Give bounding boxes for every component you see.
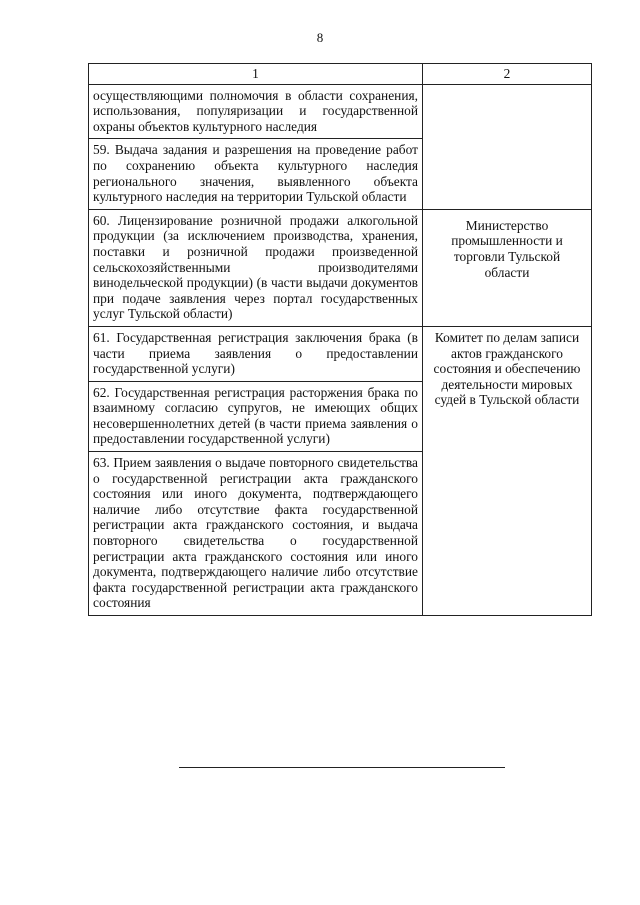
page-number: 8 — [316, 30, 324, 45]
service-cell: 62. Государственная регистрация расторжения брака по взаимному согласию супругов, не имеющих общих несовершеннолетних детей (в части приема заявления о предоставлении государственной услуги) — [89, 381, 423, 451]
service-cell: осуществляющими полномочия в области сохранения, использования, популяризации и государственной охраны объектов культурного наследия — [89, 84, 423, 139]
authority-cell-trade: Министерство промышленности и торговли Тульской области — [423, 209, 592, 326]
service-cell: 63. Прием заявления о выдаче повторного свидетельства о государственной регистрации акта гражданского состояния или иного документа, подтверждающего наличие либо отсутствие факта государственной регистрации акта гражданского состояния, и выдача повторного свидетельства о государственной регистрации акта гражданского состояния или иного документа, подтверждающего наличие либо отсутствие факта государственной регистрации акта гражданского состояния — [89, 452, 423, 616]
column-header-1: 1 — [89, 64, 423, 85]
authority-cell-civil-registry: Комитет по делам записи актов гражданского состояния и обеспечению деятельности мировых судей в Тульской области — [423, 326, 592, 615]
services-table — [88, 63, 592, 616]
authority-cell-culture — [423, 84, 592, 209]
table-row — [89, 209, 592, 326]
table-row — [89, 84, 592, 139]
service-cell: 61. Государственная регистрация заключения брака (в части приема заявления о предоставлении государственной услуги) — [89, 326, 423, 381]
column-header-2: 2 — [423, 64, 592, 85]
table-row — [89, 326, 592, 381]
footer-divider — [179, 767, 505, 768]
table-header-row — [89, 64, 592, 85]
service-cell: 60. Лицензирование розничной продажи алкогольной продукции (за исключением производства, хранения, поставки и розничной продажи произведенной сельскохозяйственными производителями винодельческой продукции) (в части выдачи документов при подаче заявления через портал государственных услуг Тульской области) — [89, 209, 423, 326]
service-cell: 59. Выдача задания и разрешения на проведение работ по сохранению объекта культурного наследия регионального значения, выявленного объекта культурного наследия на территории Тульской области — [89, 139, 423, 209]
